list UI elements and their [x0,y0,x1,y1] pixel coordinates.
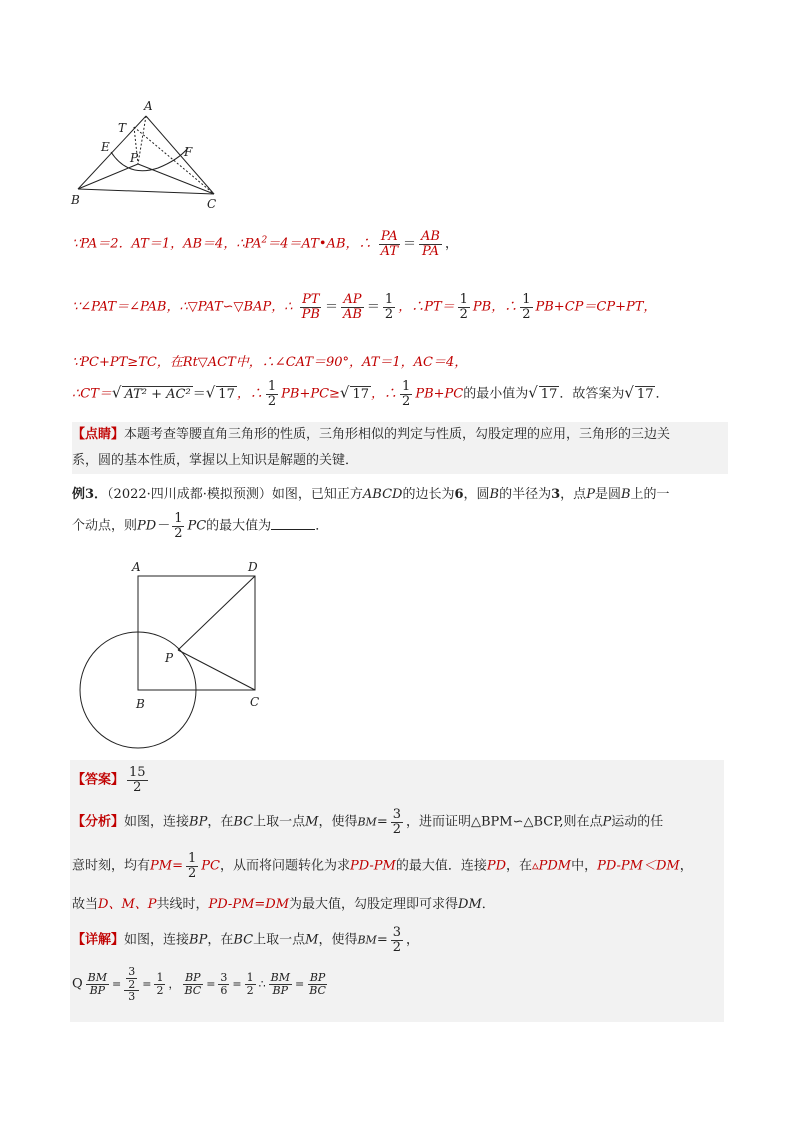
answer-blank [271,517,315,530]
label2-B: B [136,697,145,711]
sqrt-17-a: 17 [218,386,235,402]
label2-D: D [248,560,258,574]
solution-line-3: ∵PC+PT≥TC，在Rt▽ACT中，∴∠CAT＝90°，AT＝1，AC＝4， [72,355,468,370]
fraction-1-2-c: $\frac{1}{2}$ [156,971,164,997]
fraction-half: $\frac{1}{2}$ [384,292,394,322]
square-circle-figure [70,556,270,756]
sqrt-at-ac: AT² + AC² [124,386,191,402]
ratio-line: Q $\frac{BM}{BP}$ = $\frac{\frac{3}{2}}{3}$ = $\frac{1}{2}$ ， $\frac{BP}{BC}$ = $\frac{3}{6}$ = $\frac{1}{2}$ ∴ $\frac{BM}{BP}$ = $\frac{BP}{BC}$ [72,965,326,1004]
sqrt-17-d: 17 [636,386,654,402]
fraction-bm-bp: $\frac{BM}{BP}$ [87,971,108,997]
fraction-ab-pa: $\frac{AB}{PA}$ [421,229,440,259]
answer-line: 【答案】 $\frac{15}{2}$ [72,765,146,795]
fraction-half-5: $\frac{1}{2}$ [402,379,411,409]
answer-fraction: $\frac{15}{2}$ [129,765,146,795]
segment-pc [138,164,214,194]
triangle-figure [64,96,234,212]
label2-C: C [250,695,260,709]
segment-pd [178,576,255,650]
analysis-line-3: 故当D、M、P共线时，PD-PM=DM为最大值，勾股定理即可求得DM． [72,897,495,912]
fraction-bp-bc-2: $\frac{BP}{BC}$ [309,971,326,997]
detail-line: 【详解】如图，连接BP，在BC上取一点M，使得BM= $\frac{3}{2}$ ， [72,925,420,955]
label2-P: P [165,651,174,665]
solution-line-2: ∵∠PAT＝∠PAB，∴▽PAT∽▽BAP，∴ $\frac{PT}{PB}$ ＝ $\frac{AP}{AB}$ ＝ $\frac{1}{2}$ ，∴PT＝ $\frac{1}{2}$ PB，∴ $\frac{1}{2}$ PB+CP＝CP+PT， [72,292,657,322]
label-T: T [118,121,127,135]
fraction-3-6: $\frac{3}{6}$ [220,971,228,997]
fraction-bp-bc: $\frac{BP}{BC}$ [184,971,202,997]
label-A: A [144,99,153,113]
label-P: P [130,151,139,165]
fraction-3-2-b: $\frac{3}{2}$ [392,925,401,955]
fraction-half-4: $\frac{1}{2}$ [267,379,277,409]
compound-fraction: $\frac{\frac{3}{2}}{3}$ [124,966,139,1003]
solution-line-4: ∴CT＝√ AT² + AC² ＝√ 17 ，∴ $\frac{1}{2}$ PB+PC≥√ 17 ，∴ $\frac{1}{2}$ PB+PC的最小值为√ 17 ．故答案为√ 17 ． [72,379,669,409]
label-C: C [207,197,217,211]
fraction-pa-at: $\frac{PA}{AT}$ [380,229,398,259]
segment-pc2 [178,650,255,690]
label-E: E [101,140,110,154]
fraction-pt-pb: $\frac{PT}{PB}$ [301,292,320,322]
sqrt-17-c: 17 [540,386,558,402]
example-3: 例3．（2022·四川成都·模拟预测）如图，已知正方ABCD的边长为6，圆B的半径为3，点P是圆B上的一 个动点，则PD－ $\frac{1}{2}$ PC的最大值为 ． [72,487,670,541]
side-ac [146,116,214,194]
fraction-bm-bp-2: $\frac{BM}{BP}$ [270,971,290,997]
side-bc [78,189,214,194]
fraction-half-ex: $\frac{1}{2}$ [174,511,183,541]
fraction-3-2-a: $\frac{3}{2}$ [392,807,401,837]
label-F: F [184,145,193,159]
sqrt-17-b: 17 [352,386,370,402]
analysis-line-2: 意时刻，均有PM= $\frac{1}{2}$ PC，从而将问题转化为求PD-PM的最大值．连接PD，在▵PDM中，PD-PM＜DM， [72,851,693,881]
fraction-1-2-d: $\frac{1}{2}$ [246,971,254,997]
fraction-ap-ab: $\frac{AP}{AB}$ [342,292,362,322]
label2-A: A [132,560,141,574]
solution-line-1: ∵PA＝2．AT＝1，AB＝4，$\therefore PA^2=4=AT•AB$，∴ $\frac{PA}{AT}$ ＝ $\frac{AB}{PA}$ ， [72,229,458,259]
fraction-half-2: $\frac{1}{2}$ [459,292,468,322]
label-B: B [71,193,80,207]
dianjing-section: 【点睛】本题考查等腰直角三角形的性质，三角形相似的判定与性质，勾股定理的应用，三角形的三边关 系，圆的基本性质，掌握以上知识是解题的关键． [72,422,728,474]
fraction-half-3: $\frac{1}{2}$ [522,292,531,322]
fraction-half-pm: $\frac{1}{2}$ [187,851,197,881]
analysis-line-1: 【分析】如图，连接BP，在BC上取一点M，使得BM= $\frac{3}{2}$ ，进而证明△BPM∽△BCP,则在点P运动的任 [72,807,664,837]
